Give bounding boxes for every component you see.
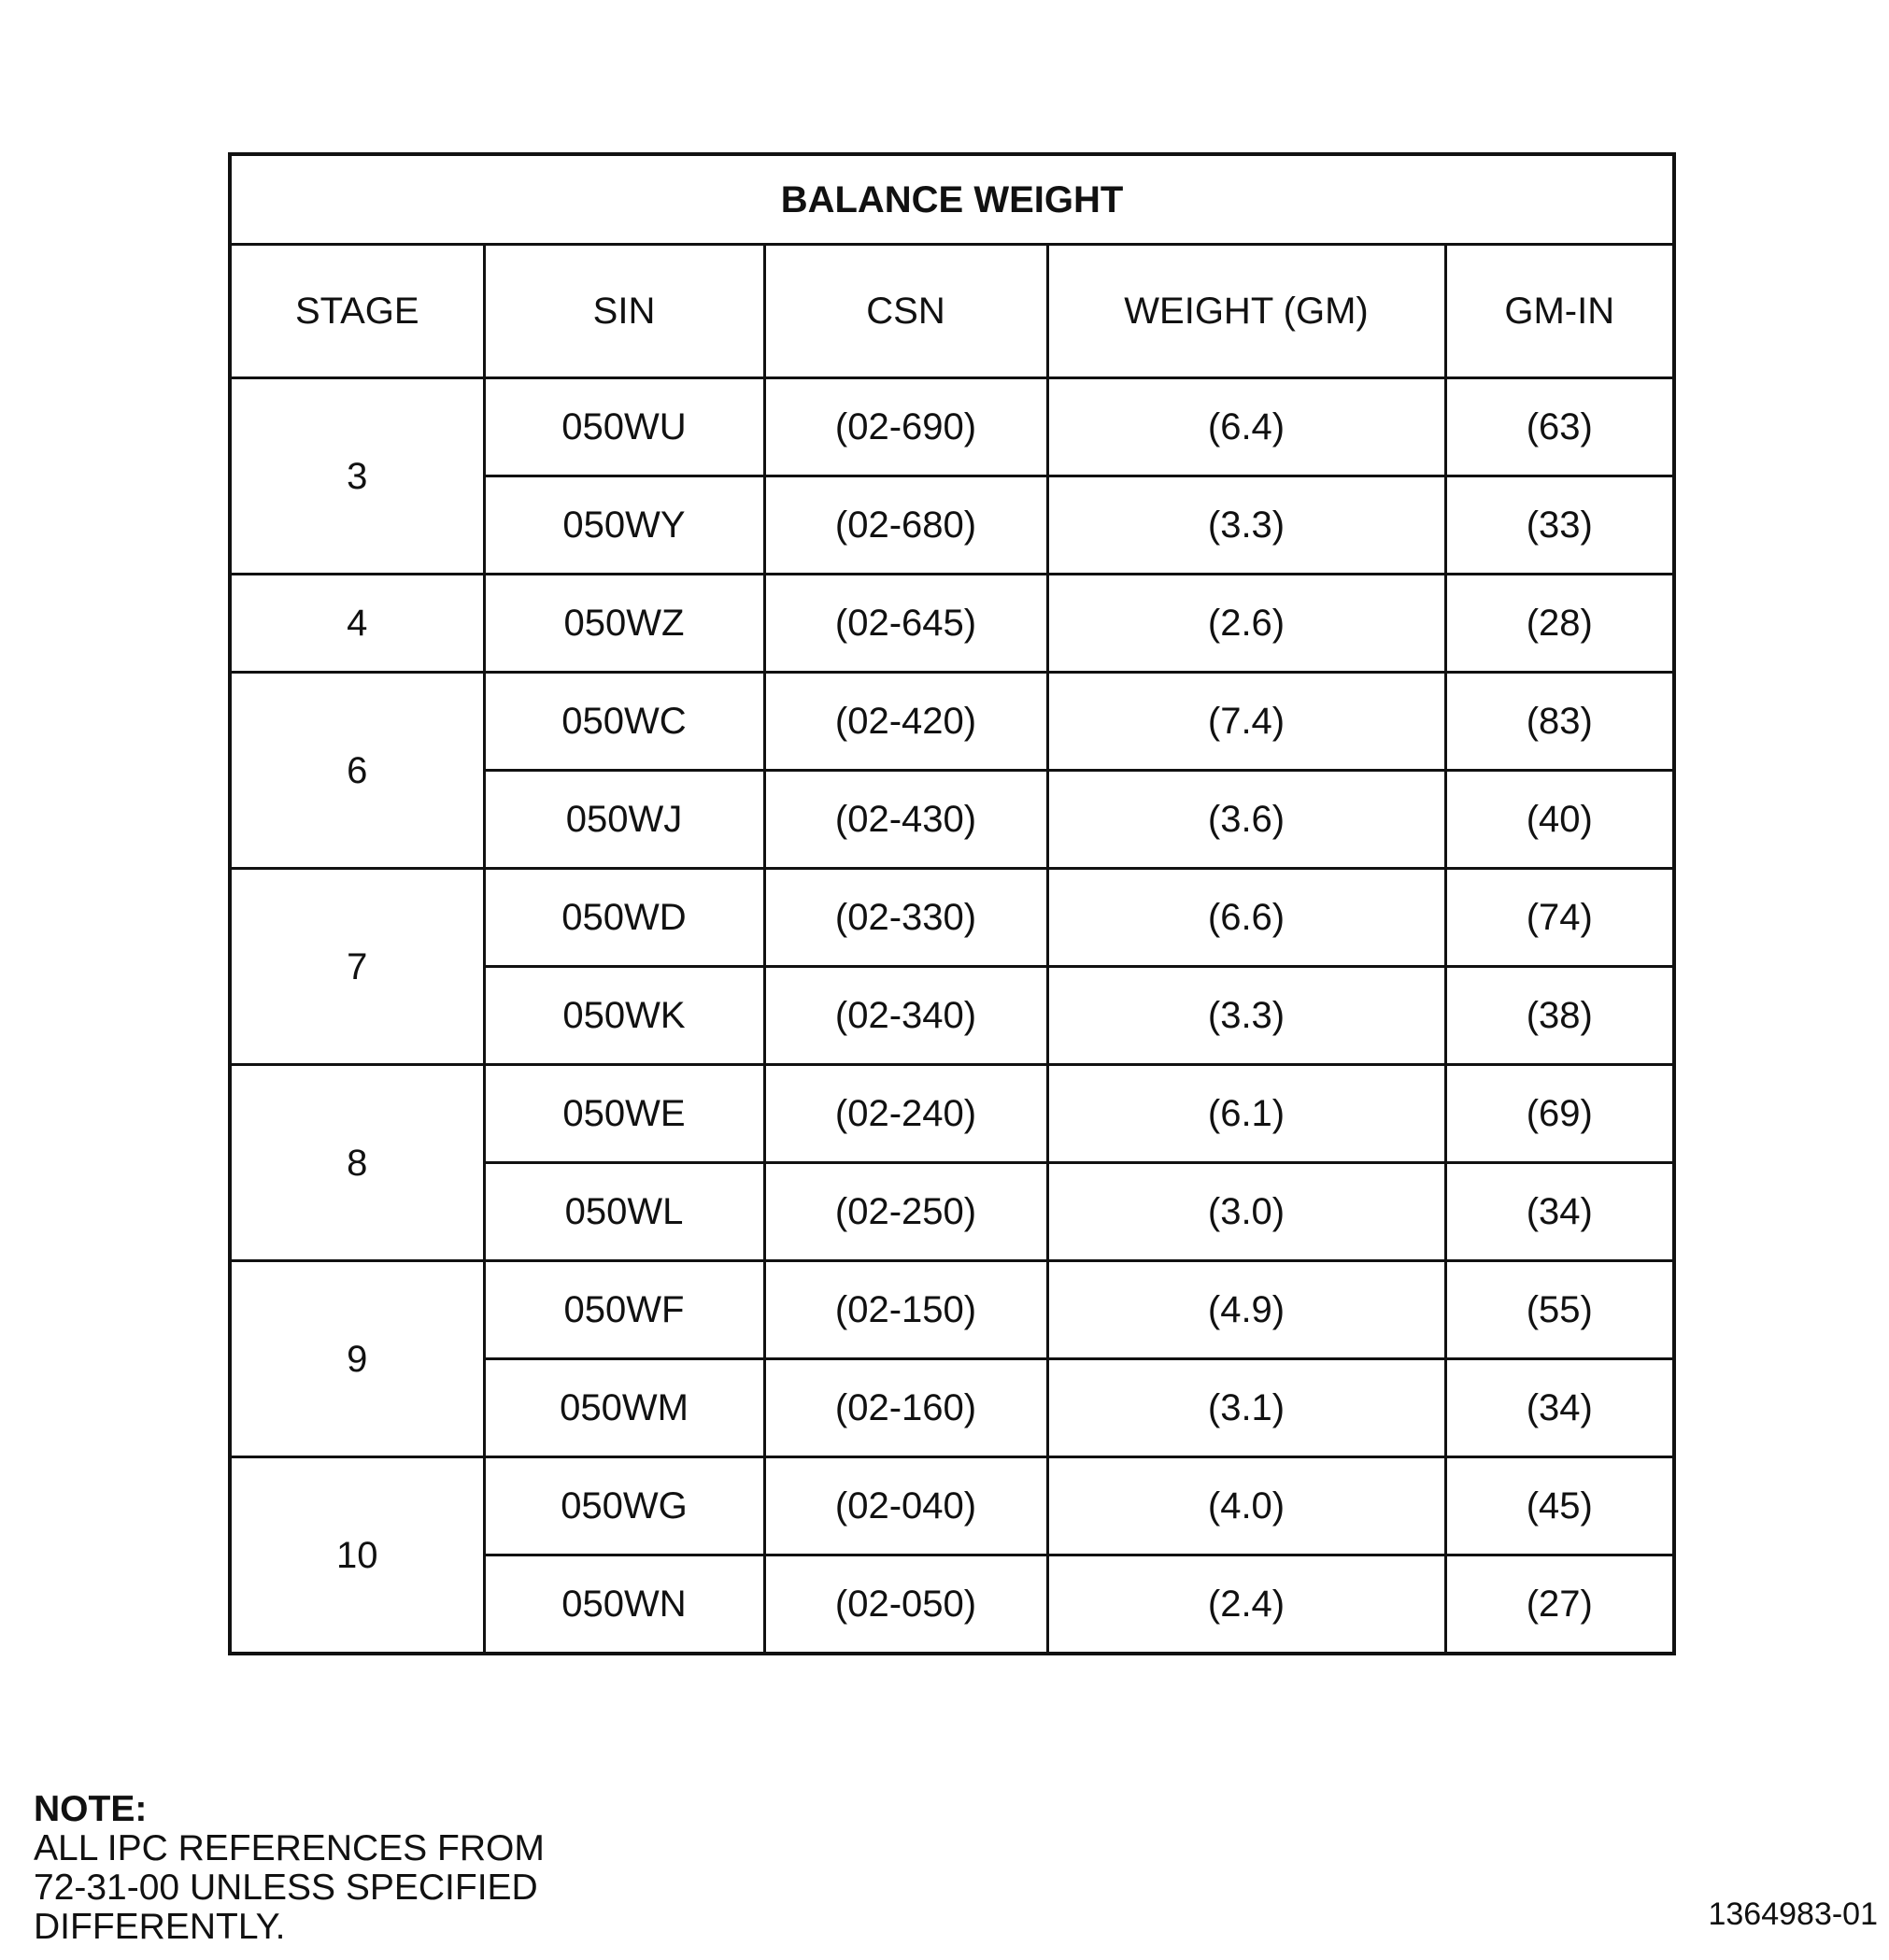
weight-cell: (3.1) — [1047, 1359, 1445, 1457]
gmin-cell: (83) — [1445, 673, 1674, 771]
gmin-cell: (74) — [1445, 869, 1674, 967]
gmin-cell: (27) — [1445, 1555, 1674, 1655]
header-weight: WEIGHT (GM) — [1047, 245, 1445, 378]
sin-cell: 050WD — [484, 869, 764, 967]
sin-cell: 050WK — [484, 967, 764, 1065]
sin-cell: 050WM — [484, 1359, 764, 1457]
table-body — [230, 378, 1674, 1655]
note-line: 72-31-00 UNLESS SPECIFIED — [34, 1868, 538, 1908]
table-row — [230, 673, 1674, 771]
gmin-cell: (34) — [1445, 1163, 1674, 1261]
sin-cell: 050WZ — [484, 575, 764, 673]
gmin-cell: (63) — [1445, 378, 1674, 476]
stage-cell: 10 — [230, 1457, 484, 1655]
weight-cell: (2.4) — [1047, 1555, 1445, 1655]
csn-cell: (02-240) — [764, 1065, 1047, 1163]
stage-cell: 8 — [230, 1065, 484, 1261]
weight-cell: (3.3) — [1047, 967, 1445, 1065]
weight-cell: (6.6) — [1047, 869, 1445, 967]
table-header-row — [230, 245, 1674, 378]
csn-cell: (02-040) — [764, 1457, 1047, 1555]
table-row — [230, 575, 1674, 673]
sin-cell: 050WE — [484, 1065, 764, 1163]
table-row — [230, 378, 1674, 476]
table-row — [230, 1065, 1674, 1163]
gmin-cell: (38) — [1445, 967, 1674, 1065]
weight-cell: (3.3) — [1047, 476, 1445, 575]
csn-cell: (02-430) — [764, 771, 1047, 869]
gmin-cell: (34) — [1445, 1359, 1674, 1457]
weight-cell: (4.0) — [1047, 1457, 1445, 1555]
gmin-cell: (69) — [1445, 1065, 1674, 1163]
stage-cell: 7 — [230, 869, 484, 1065]
csn-cell: (02-680) — [764, 476, 1047, 575]
sin-cell: 050WU — [484, 378, 764, 476]
sin-cell: 050WL — [484, 1163, 764, 1261]
note-title: NOTE: — [34, 1789, 148, 1829]
gmin-cell: (40) — [1445, 771, 1674, 869]
csn-cell: (02-420) — [764, 673, 1047, 771]
table-title: BALANCE WEIGHT — [230, 154, 1674, 245]
stage-cell: 6 — [230, 673, 484, 869]
csn-cell: (02-250) — [764, 1163, 1047, 1261]
sin-cell: 050WN — [484, 1555, 764, 1655]
csn-cell: (02-160) — [764, 1359, 1047, 1457]
table-row — [230, 1261, 1674, 1359]
weight-cell: (3.6) — [1047, 771, 1445, 869]
gmin-cell: (55) — [1445, 1261, 1674, 1359]
weight-cell: (6.1) — [1047, 1065, 1445, 1163]
header-stage: STAGE — [230, 245, 484, 378]
note-line: DIFFERENTLY. — [34, 1907, 286, 1947]
sin-cell: 050WG — [484, 1457, 764, 1555]
gmin-cell: (45) — [1445, 1457, 1674, 1555]
csn-cell: (02-645) — [764, 575, 1047, 673]
weight-cell: (2.6) — [1047, 575, 1445, 673]
csn-cell: (02-330) — [764, 869, 1047, 967]
sin-cell: 050WJ — [484, 771, 764, 869]
sin-cell: 050WY — [484, 476, 764, 575]
stage-cell: 4 — [230, 575, 484, 673]
gmin-cell: (28) — [1445, 575, 1674, 673]
weight-cell: (6.4) — [1047, 378, 1445, 476]
table-row — [230, 869, 1674, 967]
figure-id: 1364983-01 — [1708, 1896, 1878, 1932]
header-sin: SIN — [484, 245, 764, 378]
note-block — [34, 1790, 545, 1947]
balance-weight-table — [228, 152, 1676, 1655]
note-line: ALL IPC REFERENCES FROM — [34, 1828, 545, 1868]
sin-cell: 050WF — [484, 1261, 764, 1359]
csn-cell: (02-690) — [764, 378, 1047, 476]
stage-cell: 9 — [230, 1261, 484, 1457]
sin-cell: 050WC — [484, 673, 764, 771]
weight-cell: (7.4) — [1047, 673, 1445, 771]
header-csn: CSN — [764, 245, 1047, 378]
csn-cell: (02-050) — [764, 1555, 1047, 1655]
header-gm-in: GM-IN — [1445, 245, 1674, 378]
csn-cell: (02-150) — [764, 1261, 1047, 1359]
weight-cell: (3.0) — [1047, 1163, 1445, 1261]
csn-cell: (02-340) — [764, 967, 1047, 1065]
gmin-cell: (33) — [1445, 476, 1674, 575]
weight-cell: (4.9) — [1047, 1261, 1445, 1359]
table-title-row — [230, 154, 1674, 245]
table-row — [230, 1457, 1674, 1555]
stage-cell: 3 — [230, 378, 484, 575]
